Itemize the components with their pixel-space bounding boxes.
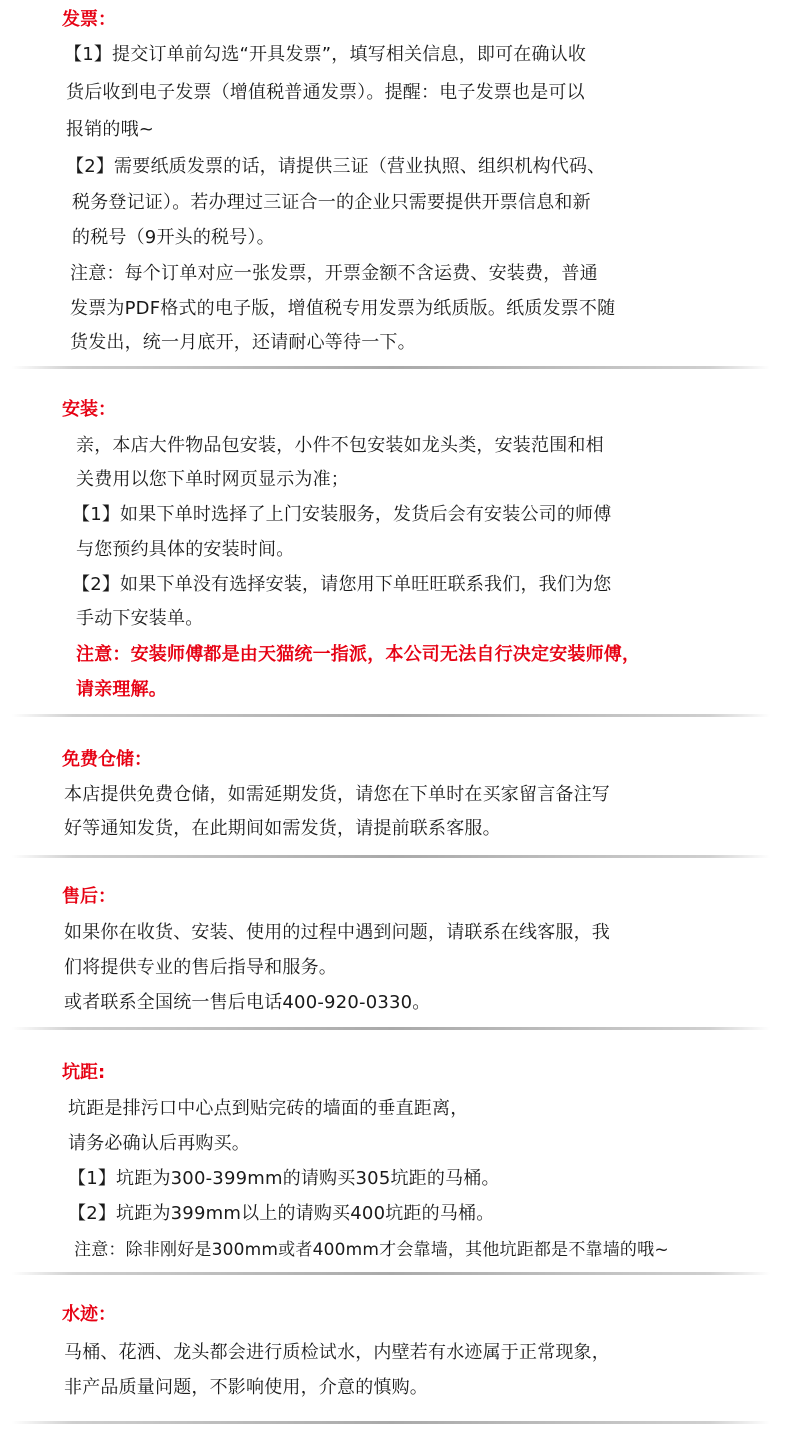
section-divider [12,855,770,858]
invoice-line-1: 【1】提交订单前勾选“开具发票”，填写相关信息，即可在确认收 [64,44,587,65]
section-heading-after-sales: 售后： [62,886,116,907]
water-marks-line-2: 非产品质量问题，不影响使用，介意的慎购。 [64,1377,428,1398]
section-heading-free-storage: 免费仓储： [62,749,152,770]
storage-line-2: 好等通知发货，在此期间如需发货，请提前联系客服。 [64,818,501,839]
section-divider [12,714,770,717]
after-sales-line-2: 们将提供专业的售后指导和服务。 [64,957,337,978]
invoice-line-4: 【2】需要纸质发票的话，请提供三证（营业执照、组织机构代码、 [66,156,606,177]
invoice-line-7: 注意：每个订单对应一张发票，开票金额不含运费、安装费，普通 [70,263,598,284]
invoice-line-2: 货后收到电子发票（增值税普通发票）。提醒：电子发票也是可以 [66,82,585,103]
installation-line-3: 【1】如果下单时选择了上门安装服务，发货后会有安装公司的师傅 [72,504,612,525]
section-heading-rough-in: 坑距: [62,1062,106,1083]
invoice-line-3: 报销的哦~ [66,119,155,140]
installation-warning-line-2: 请亲理解。 [76,679,167,700]
section-divider [12,1421,770,1424]
installation-line-4: 与您预约具体的安装时间。 [76,539,295,560]
rough-in-line-2: 请务必确认后再购买。 [68,1133,250,1154]
installation-line-5: 【2】如果下单没有选择安装，请您用下单旺旺联系我们，我们为您 [72,574,612,595]
invoice-line-6: 的税号（9开头的税号）。 [72,227,275,248]
section-divider [12,1027,770,1030]
rough-in-line-5: 注意：除非刚好是300mm或者400mm才会靠墙，其他坑距都是不靠墙的哦~ [74,1240,669,1260]
installation-line-2: 关费用以您下单时网页显示为准； [76,469,349,490]
section-divider [12,1272,770,1275]
rough-in-line-4: 【2】坑距为399mm以上的请购买400坑距的马桶。 [68,1203,495,1224]
invoice-line-8: 发票为PDF格式的电子版，增值税专用发票为纸质版。纸质发票不随 [70,298,616,319]
section-divider [12,366,770,369]
rough-in-line-3: 【1】坑距为300-399mm的请购买305坑距的马桶。 [68,1168,500,1189]
installation-warning-line-1: 注意：安装师傅都是由天猫统一指派，本公司无法自行决定安装师傅， [76,644,641,665]
section-heading-water-marks: 水迹： [62,1304,116,1325]
invoice-line-9: 货发出，统一月底开，还请耐心等待一下。 [70,332,416,353]
section-heading-installation: 安装： [62,399,116,420]
section-heading-invoice: 发票： [62,9,116,30]
after-sales-line-3: 或者联系全国统一售后电话400-920-0330。 [64,992,431,1013]
installation-line-6: 手动下安装单。 [76,608,204,629]
water-marks-line-1: 马桶、花洒、龙头都会进行质检试水，内壁若有水迹属于正常现象， [64,1342,610,1363]
after-sales-line-1: 如果你在收货、安装、使用的过程中遇到问题，请联系在线客服，我 [64,922,610,943]
storage-line-1: 本店提供免费仓储，如需延期发货，请您在下单时在买家留言备注写 [64,784,610,805]
installation-line-1: 亲，本店大件物品包安装，小件不包安装如龙头类，安装范围和相 [76,435,604,456]
invoice-line-5: 税务登记证）。若办理过三证合一的企业只需要提供开票信息和新 [72,192,591,213]
rough-in-line-1: 坑距是排污口中心点到贴完砖的墙面的垂直距离， [68,1098,469,1119]
